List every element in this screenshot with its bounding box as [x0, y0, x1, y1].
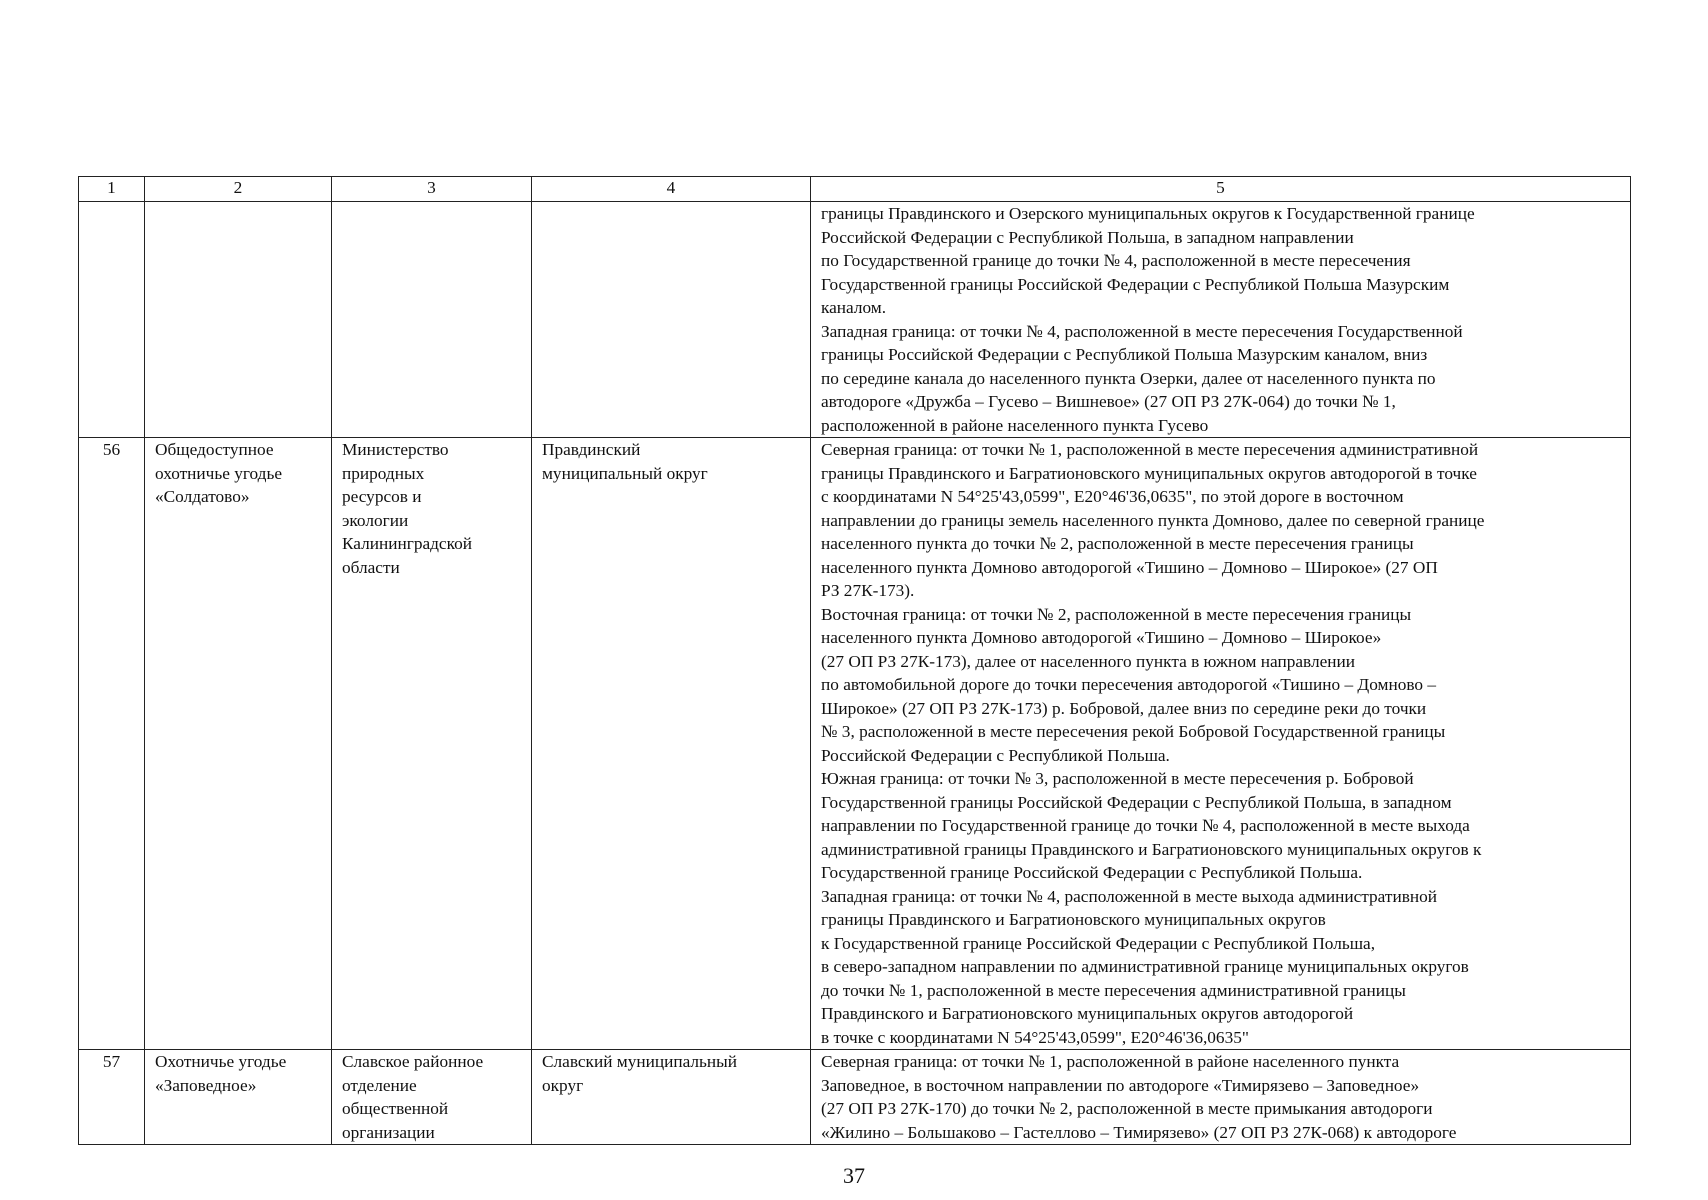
text-line: каналом.: [821, 298, 887, 317]
text-line: Восточная граница: от точки № 2, расположенной в месте пересечения границы: [821, 604, 1412, 624]
table-row: [79, 1050, 1631, 1145]
text-line: населенного пункта Домново автодорогой «Тишино – Домново – Широкое» (27 ОП: [821, 557, 1438, 577]
text-line: Общедоступное: [155, 440, 274, 459]
text-line: Охотничье угодье: [155, 1052, 287, 1071]
boundaries-table: [78, 176, 1631, 1145]
text-line: экологии: [342, 510, 409, 530]
text-line: Министерство: [342, 440, 449, 459]
text-line: Славский муниципальный: [542, 1052, 738, 1071]
text-line: области: [342, 557, 400, 577]
text-line: Калининградской: [342, 534, 473, 553]
text-line: по Государственной границе до точки № 4, расположенной в месте пересечения: [821, 251, 1411, 270]
table-row: [79, 202, 1631, 438]
row-number-cell: 57: [79, 1050, 145, 1145]
text-line: Правдинский: [542, 440, 641, 459]
header-col-5: 5: [811, 177, 1631, 202]
text-line: границы Российской Федерации с Республикой Польша Мазурским каналом, вниз: [821, 345, 1428, 364]
text-line: Правдинского и Багратионовского муниципальных округов автодорогой: [821, 1004, 1354, 1023]
text-line: Широкое» (27 ОП РЗ 27К-173) р. Бобровой, далее вниз по середине реки до точки: [821, 698, 1427, 718]
text-line: Государственной границы Российской Федерации с Республикой Польша, в западном: [821, 792, 1452, 812]
text-line: Российской Федерации с Республикой Польша.: [821, 745, 1170, 765]
header-row: [79, 177, 1631, 202]
land-name-cell: [145, 202, 332, 438]
text-line: общественной: [342, 1099, 449, 1118]
text-line: по автомобильной дороге до точки пересечения автодорогой «Тишино – Домново –: [821, 675, 1436, 694]
text-line: Государственной границы Российской Федерации с Республикой Польша Мазурским: [821, 274, 1450, 294]
district-cell: [532, 1050, 811, 1145]
row-number-cell: [79, 202, 145, 438]
text-line: Южная граница: от точки № 3, расположенной в месте пересечения р. Бобровой: [821, 769, 1414, 788]
text-line: Западная граница: от точки № 4, расположенной в месте выхода административной: [821, 886, 1437, 906]
borders-description-cell: [811, 1050, 1631, 1145]
organization-cell: [332, 202, 532, 438]
text-line: округ: [542, 1075, 584, 1095]
text-line: № 3, расположенной в месте пересечения рекой Бобровой Государственной границы: [821, 722, 1446, 741]
text-line: автодороге «Дружба – Гусево – Вишневое» (27 ОП РЗ 27К-064) до точки № 1,: [821, 392, 1396, 411]
text-line: границы Правдинского и Багратионовского муниципальных округов: [821, 910, 1326, 929]
text-line: муниципальный округ: [542, 463, 708, 483]
text-line: административной границы Правдинского и Багратионовского муниципальных округов к: [821, 839, 1482, 859]
text-line: к Государственной границе Российской Федерации с Республикой Польша,: [821, 933, 1376, 953]
text-line: Российской Федерации с Республикой Польша, в западном направлении: [821, 227, 1354, 247]
text-line: Северная граница: от точки № 1, расположенной в районе населенного пункта: [821, 1052, 1400, 1071]
text-line: до точки № 1, расположенной в месте пересечения административной границы: [821, 980, 1406, 1000]
text-line: «Жилино – Большаково – Гастеллово – Тимирязево» (27 ОП РЗ 27К-068) к автодороге: [821, 1122, 1457, 1142]
district-cell: [532, 202, 811, 438]
borders-description-cell: [811, 202, 1631, 438]
text-line: Заповедное, в восточном направлении по автодороге «Тимирязево – Заповедное»: [821, 1075, 1420, 1095]
text-line: РЗ 27К-173).: [821, 581, 915, 600]
text-line: с координатами N 54°25'43,0599", E20°46'36,0635", по этой дороге в восточном: [821, 487, 1404, 506]
text-line: отделение: [342, 1075, 417, 1095]
organization-cell: [332, 1050, 532, 1145]
borders-description-cell: [811, 438, 1631, 1050]
text-line: направлении по Государственной границе до точки № 4, расположенной в месте выхода: [821, 816, 1470, 835]
text-line: населенного пункта Домново автодорогой «Тишино – Домново – Широкое»: [821, 628, 1382, 647]
page-number: 37: [843, 1163, 865, 1188]
text-line: Славское районное: [342, 1052, 484, 1071]
text-line: в северо-западном направлении по административной границе муниципальных округов: [821, 957, 1469, 976]
text-line: организации: [342, 1122, 435, 1142]
text-line: «Солдатово»: [155, 487, 250, 506]
land-name-cell: [145, 438, 332, 1050]
text-line: населенного пункта до точки № 2, расположенной в месте пересечения границы: [821, 534, 1414, 553]
text-line: направлении до границы земель населенного пункта Домново, далее по северной границе: [821, 510, 1485, 530]
text-line: (27 ОП РЗ 27К-170) до точки № 2, расположенной в месте примыкания автодороги: [821, 1099, 1433, 1118]
text-line: в точке с координатами N 54°25'43,0599", E20°46'36,0635": [821, 1027, 1249, 1047]
text-line: (27 ОП РЗ 27К-173), далее от населенного пункта в южном направлении: [821, 651, 1356, 671]
text-line: Государственной границе Российской Федерации с Республикой Польша.: [821, 863, 1363, 882]
table-body: [79, 202, 1631, 1145]
text-line: природных: [342, 463, 425, 483]
text-line: охотничье угодье: [155, 463, 283, 483]
table-row: [79, 438, 1631, 1050]
land-name-cell: [145, 1050, 332, 1145]
header-col-2: 2: [145, 177, 332, 202]
organization-cell: [332, 438, 532, 1050]
row-number-cell: 56: [79, 438, 145, 1050]
text-line: расположенной в районе населенного пункта Гусево: [821, 415, 1209, 435]
header-col-4: 4: [532, 177, 811, 202]
text-line: «Заповедное»: [155, 1075, 257, 1095]
text-line: границы Правдинского и Озерского муниципальных округов к Государственной границе: [821, 204, 1475, 223]
header-col-1: 1: [79, 177, 145, 202]
text-line: границы Правдинского и Багратионовского муниципальных округов автодорогой в точке: [821, 463, 1477, 483]
district-cell: [532, 438, 811, 1050]
text-line: Западная граница: от точки № 4, расположенной в месте пересечения Государственной: [821, 321, 1463, 341]
text-line: ресурсов и: [342, 487, 422, 506]
text-line: по середине канала до населенного пункта Озерки, далее от населенного пункта по: [821, 368, 1436, 388]
header-col-3: 3: [332, 177, 532, 202]
text-line: Северная граница: от точки № 1, расположенной в месте пересечения административной: [821, 440, 1479, 459]
